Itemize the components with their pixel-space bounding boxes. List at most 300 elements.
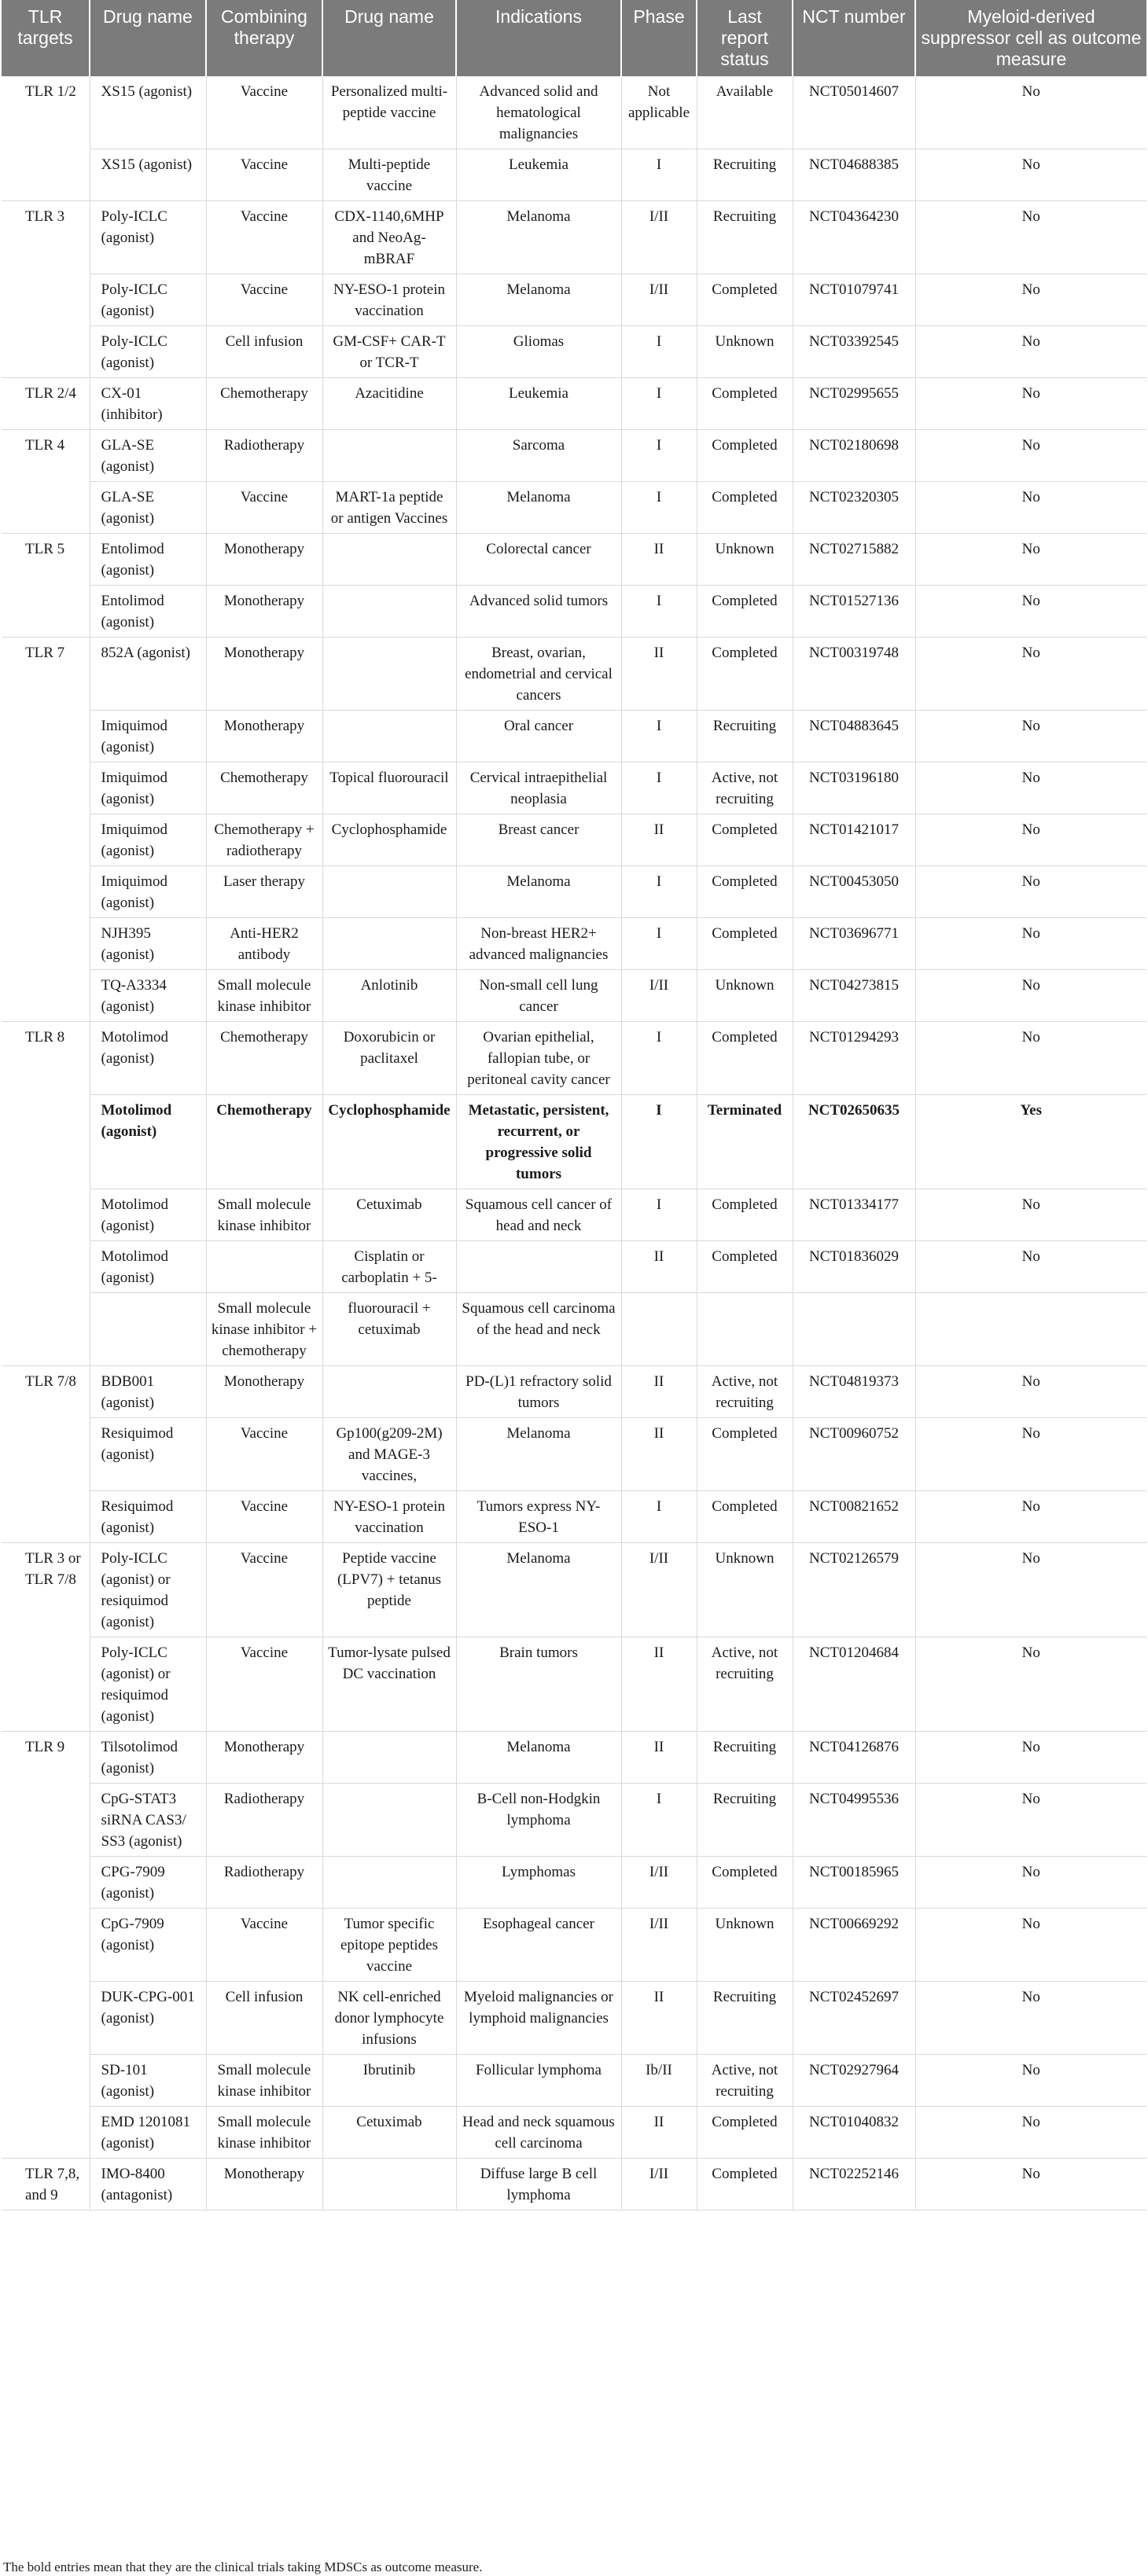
- cell-combined-drug: CDX-1140,6MHP and NeoAg-mBRAF: [322, 201, 456, 274]
- cell-combining-therapy: Chemotherapy + radiotherapy: [206, 814, 322, 866]
- cell-combined-drug: Doxorubicin or paclitaxel: [322, 1022, 456, 1095]
- cell-tlr-target: TLR 7/8: [2, 1366, 90, 1418]
- cell-combining-therapy: Chemotherapy: [206, 1022, 322, 1095]
- cell-phase: II: [621, 1732, 697, 1784]
- cell-status: Recruiting: [697, 711, 793, 763]
- cell-phase: I: [621, 918, 697, 970]
- header-phase: Phase: [621, 0, 697, 76]
- cell-drug-name: Entolimod (agonist): [90, 534, 206, 586]
- cell-combining-therapy: Monotherapy: [206, 2159, 322, 2210]
- table-row: [2, 1095, 1146, 1189]
- cell-tlr-target: [2, 1418, 90, 1491]
- cell-phase: II: [621, 2107, 697, 2159]
- cell-tlr-target: [2, 1982, 90, 2055]
- cell-mdsc-outcome: No: [915, 2107, 1146, 2159]
- cell-status: Completed: [697, 1189, 793, 1241]
- table-row: [2, 1418, 1146, 1491]
- cell-drug-name: EMD 1201081 (agonist): [90, 2107, 206, 2159]
- cell-combining-therapy: Monotherapy: [206, 711, 322, 763]
- table-row: [2, 586, 1146, 638]
- cell-tlr-target: [2, 1857, 90, 1909]
- cell-combining-therapy: Small molecule kinase inhibitor: [206, 2107, 322, 2159]
- cell-drug-name: CPG-7909 (agonist): [90, 1857, 206, 1909]
- cell-status: Unknown: [697, 1543, 793, 1637]
- cell-combined-drug: [322, 534, 456, 586]
- cell-nct-number: NCT00960752: [793, 1418, 915, 1491]
- cell-phase: II: [621, 1418, 697, 1491]
- cell-combining-therapy: Monotherapy: [206, 1732, 322, 1784]
- cell-combined-drug: [322, 430, 456, 482]
- cell-nct-number: NCT02995655: [793, 378, 915, 430]
- cell-tlr-target: [2, 482, 90, 534]
- cell-mdsc-outcome: No: [915, 274, 1146, 326]
- cell-indication: Ovarian epithelial, fallopian tube, or peritoneal cavity cancer: [456, 1022, 621, 1095]
- cell-drug-name: Motolimod (agonist): [90, 1241, 206, 1293]
- cell-nct-number: [793, 1293, 915, 1366]
- cell-combining-therapy: Cell infusion: [206, 1982, 322, 2055]
- cell-combining-therapy: Radiotherapy: [206, 430, 322, 482]
- table-row: [2, 378, 1146, 430]
- cell-indication: Advanced solid and hematological malignancies: [456, 76, 621, 149]
- cell-status: Completed: [697, 1857, 793, 1909]
- table-body: [2, 76, 1146, 2210]
- cell-indication: Non-small cell lung cancer: [456, 970, 621, 1022]
- table-row: [2, 1189, 1146, 1241]
- cell-nct-number: NCT00821652: [793, 1491, 915, 1543]
- table-row: [2, 814, 1146, 866]
- header-combined-drug-name: Drug name: [322, 0, 456, 76]
- cell-drug-name: CpG-7909 (agonist): [90, 1909, 206, 1982]
- cell-phase: I: [621, 430, 697, 482]
- cell-nct-number: NCT03392545: [793, 326, 915, 378]
- cell-combined-drug: Cetuximab: [322, 2107, 456, 2159]
- cell-phase: I: [621, 1189, 697, 1241]
- cell-indication: Squamous cell cancer of head and neck: [456, 1189, 621, 1241]
- cell-combined-drug: fluorouracil + cetuximab: [322, 1293, 456, 1366]
- cell-combining-therapy: Vaccine: [206, 1491, 322, 1543]
- cell-nct-number: NCT04995536: [793, 1784, 915, 1857]
- cell-indication: PD-(L)1 refractory solid tumors: [456, 1366, 621, 1418]
- cell-combined-drug: Anlotinib: [322, 970, 456, 1022]
- cell-nct-number: NCT04126876: [793, 1732, 915, 1784]
- cell-phase: I: [621, 866, 697, 918]
- cell-tlr-target: [2, 149, 90, 201]
- cell-tlr-target: [2, 1637, 90, 1732]
- cell-nct-number: NCT04273815: [793, 970, 915, 1022]
- cell-tlr-target: TLR 1/2: [2, 76, 90, 149]
- cell-combining-therapy: Vaccine: [206, 76, 322, 149]
- table-row: [2, 1857, 1146, 1909]
- table-row: [2, 2055, 1146, 2107]
- cell-phase: I/II: [621, 2159, 697, 2210]
- cell-phase: II: [621, 1982, 697, 2055]
- cell-indication: Non-breast HER2+ advanced malignancies: [456, 918, 621, 970]
- cell-combined-drug: Topical fluorouracil: [322, 763, 456, 814]
- cell-status: Recruiting: [697, 1982, 793, 2055]
- cell-nct-number: NCT02715882: [793, 534, 915, 586]
- cell-tlr-target: TLR 3: [2, 201, 90, 274]
- cell-tlr-target: TLR 2/4: [2, 378, 90, 430]
- cell-combining-therapy: [206, 1241, 322, 1293]
- table-row: [2, 1784, 1146, 1857]
- cell-phase: [621, 1293, 697, 1366]
- cell-nct-number: NCT01421017: [793, 814, 915, 866]
- header-combining-therapy: Combining therapy: [206, 0, 322, 76]
- cell-nct-number: NCT01040832: [793, 2107, 915, 2159]
- cell-indication: Advanced solid tumors: [456, 586, 621, 638]
- cell-indication: Breast, ovarian, endometrial and cervical cancers: [456, 638, 621, 711]
- cell-tlr-target: [2, 814, 90, 866]
- cell-combining-therapy: Vaccine: [206, 1543, 322, 1637]
- header-last-report-status: Last report status: [697, 0, 793, 76]
- cell-combining-therapy: Anti-HER2 antibody: [206, 918, 322, 970]
- cell-combining-therapy: Vaccine: [206, 1637, 322, 1732]
- cell-phase: I: [621, 1784, 697, 1857]
- cell-combined-drug: Ibrutinib: [322, 2055, 456, 2107]
- cell-status: Completed: [697, 274, 793, 326]
- cell-drug-name: Imiquimod (agonist): [90, 711, 206, 763]
- cell-nct-number: NCT04688385: [793, 149, 915, 201]
- cell-combining-therapy: Small molecule kinase inhibitor: [206, 1189, 322, 1241]
- cell-status: Unknown: [697, 534, 793, 586]
- cell-drug-name: CpG-STAT3 siRNA CAS3/ SS3 (agonist): [90, 1784, 206, 1857]
- cell-indication: Leukemia: [456, 378, 621, 430]
- table-row: [2, 918, 1146, 970]
- cell-indication: Tumors express NY-ESO-1: [456, 1491, 621, 1543]
- cell-status: Available: [697, 76, 793, 149]
- cell-drug-name: Motolimod (agonist): [90, 1022, 206, 1095]
- cell-drug-name: Poly-ICLC (agonist) or resiquimod (agonist): [90, 1637, 206, 1732]
- cell-mdsc-outcome: No: [915, 1909, 1146, 1982]
- cell-drug-name: NJH395 (agonist): [90, 918, 206, 970]
- table-row: [2, 201, 1146, 274]
- cell-combined-drug: [322, 586, 456, 638]
- cell-combining-therapy: Monotherapy: [206, 586, 322, 638]
- cell-indication: Melanoma: [456, 1418, 621, 1491]
- cell-phase: I: [621, 763, 697, 814]
- cell-tlr-target: TLR 4: [2, 430, 90, 482]
- cell-indication: Diffuse large B cell lymphoma: [456, 2159, 621, 2210]
- cell-combined-drug: Cyclophosphamide: [322, 814, 456, 866]
- cell-status: Terminated: [697, 1095, 793, 1189]
- cell-status: Completed: [697, 378, 793, 430]
- cell-combining-therapy: Vaccine: [206, 1418, 322, 1491]
- cell-indication: Oral cancer: [456, 711, 621, 763]
- cell-nct-number: NCT01334177: [793, 1189, 915, 1241]
- cell-combined-drug: Cyclophosphamide: [322, 1095, 456, 1189]
- cell-nct-number: NCT02180698: [793, 430, 915, 482]
- cell-indication: Myeloid malignancies or lymphoid malignancies: [456, 1982, 621, 2055]
- cell-combining-therapy: Monotherapy: [206, 638, 322, 711]
- cell-tlr-target: TLR 7: [2, 638, 90, 711]
- cell-phase: I: [621, 326, 697, 378]
- cell-nct-number: NCT02650635: [793, 1095, 915, 1189]
- cell-combined-drug: Cisplatin or carboplatin + 5-: [322, 1241, 456, 1293]
- cell-combining-therapy: Vaccine: [206, 201, 322, 274]
- cell-indication: Leukemia: [456, 149, 621, 201]
- table-row: [2, 482, 1146, 534]
- table-row: [2, 1732, 1146, 1784]
- cell-drug-name: IMO-8400 (antagonist): [90, 2159, 206, 2210]
- cell-tlr-target: [2, 1189, 90, 1241]
- cell-indication: Melanoma: [456, 274, 621, 326]
- cell-indication: Cervical intraepithelial neoplasia: [456, 763, 621, 814]
- cell-indication: Melanoma: [456, 201, 621, 274]
- cell-status: Completed: [697, 2159, 793, 2210]
- cell-nct-number: NCT02126579: [793, 1543, 915, 1637]
- cell-indication: Colorectal cancer: [456, 534, 621, 586]
- cell-tlr-target: [2, 918, 90, 970]
- cell-mdsc-outcome: No: [915, 1022, 1146, 1095]
- cell-nct-number: NCT00669292: [793, 1909, 915, 1982]
- cell-combined-drug: Gp100(g209-2M) and MAGE-3 vaccines,: [322, 1418, 456, 1491]
- cell-combined-drug: Azacitidine: [322, 378, 456, 430]
- cell-combining-therapy: Laser therapy: [206, 866, 322, 918]
- cell-status: Active, not recruiting: [697, 763, 793, 814]
- cell-indication: Metastatic, persistent, recurrent, or progressive solid tumors: [456, 1095, 621, 1189]
- cell-mdsc-outcome: No: [915, 638, 1146, 711]
- cell-status: Unknown: [697, 1909, 793, 1982]
- cell-drug-name: CX-01 (inhibitor): [90, 378, 206, 430]
- cell-status: Completed: [697, 1491, 793, 1543]
- cell-tlr-target: TLR 5: [2, 534, 90, 586]
- cell-combined-drug: [322, 638, 456, 711]
- cell-drug-name: [90, 1293, 206, 1366]
- cell-indication: Breast cancer: [456, 814, 621, 866]
- cell-tlr-target: [2, 1241, 90, 1293]
- cell-drug-name: GLA-SE (agonist): [90, 482, 206, 534]
- cell-drug-name: Imiquimod (agonist): [90, 814, 206, 866]
- table-row: [2, 1909, 1146, 1982]
- cell-combining-therapy: Vaccine: [206, 482, 322, 534]
- cell-phase: I: [621, 1491, 697, 1543]
- cell-combining-therapy: Radiotherapy: [206, 1784, 322, 1857]
- table-row: [2, 638, 1146, 711]
- cell-combining-therapy: Radiotherapy: [206, 1857, 322, 1909]
- cell-nct-number: NCT00319748: [793, 638, 915, 711]
- tlr-trials-table: [2, 0, 1146, 2210]
- cell-nct-number: NCT03196180: [793, 763, 915, 814]
- cell-mdsc-outcome: No: [915, 378, 1146, 430]
- cell-phase: I: [621, 711, 697, 763]
- cell-tlr-target: [2, 2107, 90, 2159]
- cell-indication: Melanoma: [456, 1543, 621, 1637]
- cell-phase: I/II: [621, 1909, 697, 1982]
- cell-mdsc-outcome: No: [915, 534, 1146, 586]
- cell-combined-drug: Personalized multi-peptide vaccine: [322, 76, 456, 149]
- cell-mdsc-outcome: No: [915, 1732, 1146, 1784]
- cell-phase: I: [621, 586, 697, 638]
- cell-status: Unknown: [697, 970, 793, 1022]
- table-row: [2, 763, 1146, 814]
- cell-tlr-target: [2, 1909, 90, 1982]
- cell-indication: Follicular lymphoma: [456, 2055, 621, 2107]
- cell-mdsc-outcome: No: [915, 1241, 1146, 1293]
- cell-combined-drug: [322, 1784, 456, 1857]
- cell-drug-name: TQ-A3334 (agonist): [90, 970, 206, 1022]
- cell-combined-drug: NY-ESO-1 protein vaccination: [322, 1491, 456, 1543]
- cell-combining-therapy: Chemotherapy: [206, 763, 322, 814]
- cell-status: Recruiting: [697, 149, 793, 201]
- cell-drug-name: Resiquimod (agonist): [90, 1418, 206, 1491]
- header-indications: Indications: [456, 0, 621, 76]
- cell-drug-name: DUK-CPG-001 (agonist): [90, 1982, 206, 2055]
- cell-mdsc-outcome: No: [915, 2159, 1146, 2210]
- cell-tlr-target: [2, 586, 90, 638]
- cell-combined-drug: GM-CSF+ CAR-T or TCR-T: [322, 326, 456, 378]
- cell-nct-number: NCT02452697: [793, 1982, 915, 2055]
- cell-mdsc-outcome: No: [915, 201, 1146, 274]
- cell-indication: B-Cell non-Hodgkin lymphoma: [456, 1784, 621, 1857]
- table-row: [2, 1241, 1146, 1293]
- cell-combining-therapy: Vaccine: [206, 274, 322, 326]
- cell-combining-therapy: Cell infusion: [206, 326, 322, 378]
- cell-phase: I: [621, 1095, 697, 1189]
- header-nct-number: NCT number: [793, 0, 915, 76]
- cell-mdsc-outcome: No: [915, 482, 1146, 534]
- table-row: [2, 149, 1146, 201]
- cell-indication: Brain tumors: [456, 1637, 621, 1732]
- cell-status: Completed: [697, 1241, 793, 1293]
- cell-combined-drug: [322, 711, 456, 763]
- cell-mdsc-outcome: No: [915, 149, 1146, 201]
- cell-combining-therapy: Small molecule kinase inhibitor + chemotherapy: [206, 1293, 322, 1366]
- cell-mdsc-outcome: No: [915, 586, 1146, 638]
- cell-phase: I: [621, 378, 697, 430]
- cell-combining-therapy: Vaccine: [206, 149, 322, 201]
- cell-mdsc-outcome: No: [915, 1366, 1146, 1418]
- cell-drug-name: 852A (agonist): [90, 638, 206, 711]
- cell-combined-drug: [322, 1857, 456, 1909]
- cell-tlr-target: [2, 1491, 90, 1543]
- cell-phase: I: [621, 482, 697, 534]
- cell-phase: I/II: [621, 274, 697, 326]
- table-footnote: The bold entries mean that they are the clinical trials taking MDSCs as outcome measure.: [3, 2559, 483, 2574]
- cell-phase: II: [621, 534, 697, 586]
- table-row: [2, 1637, 1146, 1732]
- table-row: [2, 2107, 1146, 2159]
- cell-tlr-target: TLR 3 or TLR 7/8: [2, 1543, 90, 1637]
- cell-combining-therapy: Monotherapy: [206, 1366, 322, 1418]
- header-mdsc-outcome: Myeloid-derived suppressor cell as outcome measure: [915, 0, 1146, 76]
- cell-drug-name: GLA-SE (agonist): [90, 430, 206, 482]
- table-row: [2, 430, 1146, 482]
- cell-drug-name: Resiquimod (agonist): [90, 1491, 206, 1543]
- table-row: [2, 2159, 1146, 2210]
- cell-tlr-target: [2, 1095, 90, 1189]
- cell-phase: I/II: [621, 201, 697, 274]
- cell-combined-drug: [322, 866, 456, 918]
- cell-phase: II: [621, 1366, 697, 1418]
- cell-mdsc-outcome: No: [915, 2055, 1146, 2107]
- cell-drug-name: BDB001 (agonist): [90, 1366, 206, 1418]
- cell-status: Unknown: [697, 326, 793, 378]
- cell-nct-number: NCT04883645: [793, 711, 915, 763]
- cell-combined-drug: Cetuximab: [322, 1189, 456, 1241]
- cell-mdsc-outcome: No: [915, 866, 1146, 918]
- cell-drug-name: Poly-ICLC (agonist): [90, 326, 206, 378]
- cell-nct-number: NCT02927964: [793, 2055, 915, 2107]
- cell-combined-drug: Peptide vaccine (LPV7) + tetanus peptide: [322, 1543, 456, 1637]
- cell-drug-name: Poly-ICLC (agonist) or resiquimod (agonist): [90, 1543, 206, 1637]
- cell-status: Active, not recruiting: [697, 1366, 793, 1418]
- cell-indication: Melanoma: [456, 482, 621, 534]
- cell-mdsc-outcome: No: [915, 918, 1146, 970]
- cell-phase: II: [621, 1241, 697, 1293]
- cell-status: [697, 1293, 793, 1366]
- cell-tlr-target: [2, 866, 90, 918]
- cell-combined-drug: [322, 918, 456, 970]
- cell-tlr-target: [2, 2055, 90, 2107]
- table-row: [2, 1366, 1146, 1418]
- cell-mdsc-outcome: No: [915, 1982, 1146, 2055]
- cell-combined-drug: [322, 1732, 456, 1784]
- cell-mdsc-outcome: No: [915, 814, 1146, 866]
- cell-combined-drug: NK cell-enriched donor lymphocyte infusions: [322, 1982, 456, 2055]
- cell-status: Completed: [697, 2107, 793, 2159]
- cell-status: Completed: [697, 1022, 793, 1095]
- cell-status: Completed: [697, 482, 793, 534]
- cell-status: Completed: [697, 638, 793, 711]
- cell-nct-number: NCT03696771: [793, 918, 915, 970]
- header-tlr-targets: TLR targets: [2, 0, 90, 76]
- cell-drug-name: Imiquimod (agonist): [90, 763, 206, 814]
- table-row: [2, 711, 1146, 763]
- cell-tlr-target: [2, 970, 90, 1022]
- cell-tlr-target: [2, 1293, 90, 1366]
- cell-combined-drug: Tumor specific epitope peptides vaccine: [322, 1909, 456, 1982]
- cell-combined-drug: MART-1a peptide or antigen Vaccines: [322, 482, 456, 534]
- trials-table-container: [2, 0, 1146, 2210]
- cell-nct-number: NCT01527136: [793, 586, 915, 638]
- cell-phase: I/II: [621, 1857, 697, 1909]
- cell-combined-drug: [322, 2159, 456, 2210]
- cell-status: Completed: [697, 430, 793, 482]
- cell-mdsc-outcome: No: [915, 1418, 1146, 1491]
- cell-indication: Lymphomas: [456, 1857, 621, 1909]
- cell-phase: II: [621, 638, 697, 711]
- cell-indication: Melanoma: [456, 1732, 621, 1784]
- cell-drug-name: Motolimod (agonist): [90, 1189, 206, 1241]
- cell-indication: Esophageal cancer: [456, 1909, 621, 1982]
- cell-nct-number: NCT02320305: [793, 482, 915, 534]
- cell-combining-therapy: Chemotherapy: [206, 1095, 322, 1189]
- cell-indication: Head and neck squamous cell carcinoma: [456, 2107, 621, 2159]
- cell-phase: I/II: [621, 970, 697, 1022]
- cell-status: Active, not recruiting: [697, 2055, 793, 2107]
- cell-phase: I/II: [621, 1543, 697, 1637]
- table-row: [2, 1293, 1146, 1366]
- cell-mdsc-outcome: No: [915, 970, 1146, 1022]
- cell-nct-number: NCT04364230: [793, 201, 915, 274]
- cell-mdsc-outcome: No: [915, 1637, 1146, 1732]
- cell-nct-number: NCT00453050: [793, 866, 915, 918]
- cell-indication: Melanoma: [456, 866, 621, 918]
- table-row: [2, 326, 1146, 378]
- cell-status: Recruiting: [697, 201, 793, 274]
- cell-indication: Gliomas: [456, 326, 621, 378]
- cell-tlr-target: [2, 711, 90, 763]
- cell-status: Completed: [697, 866, 793, 918]
- cell-mdsc-outcome: No: [915, 763, 1146, 814]
- cell-nct-number: NCT01079741: [793, 274, 915, 326]
- cell-combining-therapy: Chemotherapy: [206, 378, 322, 430]
- cell-tlr-target: [2, 1784, 90, 1857]
- header-drug-name: Drug name: [90, 0, 206, 76]
- cell-mdsc-outcome: No: [915, 76, 1146, 149]
- table-row: [2, 970, 1146, 1022]
- cell-mdsc-outcome: No: [915, 430, 1146, 482]
